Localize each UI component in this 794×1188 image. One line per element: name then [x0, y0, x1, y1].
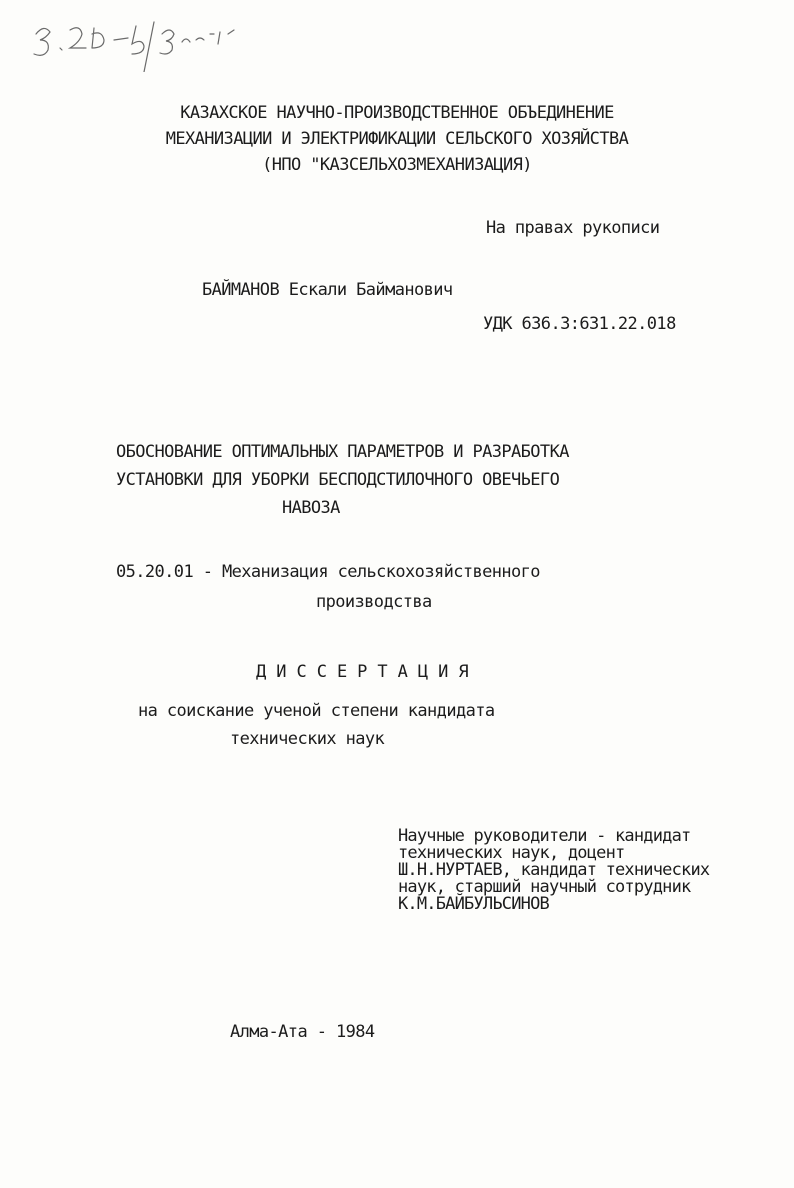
organization-line-3: (НПО "КАЗСЕЛЬХОЗМЕХАНИЗАЦИЯ)	[262, 155, 532, 175]
specialty-block	[116, 557, 540, 617]
title-line-1: ОБОСНОВАНИЕ ОПТИМАЛЬНЫХ ПАРАМЕТРОВ И РАЗРАБОТКА	[116, 442, 569, 462]
advisors-line: К.М.БАЙБУЛЬСИНОВ	[398, 894, 549, 914]
document-type: ДИССЕРТАЦИЯ	[256, 662, 479, 682]
organization-line-1: КАЗАХСКОЕ НАУЧНО-ПРОИЗВОДСТВЕННОЕ ОБЪЕДИНЕНИЕ	[180, 103, 614, 123]
degree-block	[138, 697, 495, 753]
organization-block	[0, 100, 794, 178]
author-name: БАЙМАНОВ Ескали Байманович	[202, 280, 453, 300]
title-line-2: УСТАНОВКИ ДЛЯ УБОРКИ БЕСПОДСТИЛОЧНОГО ОВЕЧЬЕГО	[116, 470, 560, 490]
advisors-line: технических наук, доцент	[398, 843, 625, 863]
advisors-line: наук, старший научный сотрудник	[398, 877, 691, 897]
title-line-3: НАВОЗА	[282, 498, 340, 518]
organization-line-2: МЕХАНИЗАЦИИ И ЭЛЕКТРИФИКАЦИИ СЕЛЬСКОГО ХОЗЯЙСТВА	[165, 129, 629, 149]
degree-line-1: на соискание ученой степени кандидата	[138, 701, 495, 721]
specialty-line-2: производства	[316, 592, 432, 612]
specialty-line-1: 05.20.01 - Механизация сельскохозяйственного	[116, 562, 540, 582]
dissertation-title	[116, 438, 569, 522]
advisors-line: Ш.Н.НУРТАЕВ, кандидат технических	[398, 860, 710, 880]
scientific-advisors	[398, 828, 709, 913]
udc-code: УДК 636.3:631.22.018	[483, 314, 676, 334]
degree-line-2: технических наук	[230, 729, 385, 749]
handwritten-note-mark	[30, 12, 270, 72]
place-and-year: Алма-Ата - 1984	[230, 1022, 375, 1042]
advisors-line: Научные руководители - кандидат	[398, 826, 691, 846]
manuscript-rights: На правах рукописи	[486, 218, 660, 238]
